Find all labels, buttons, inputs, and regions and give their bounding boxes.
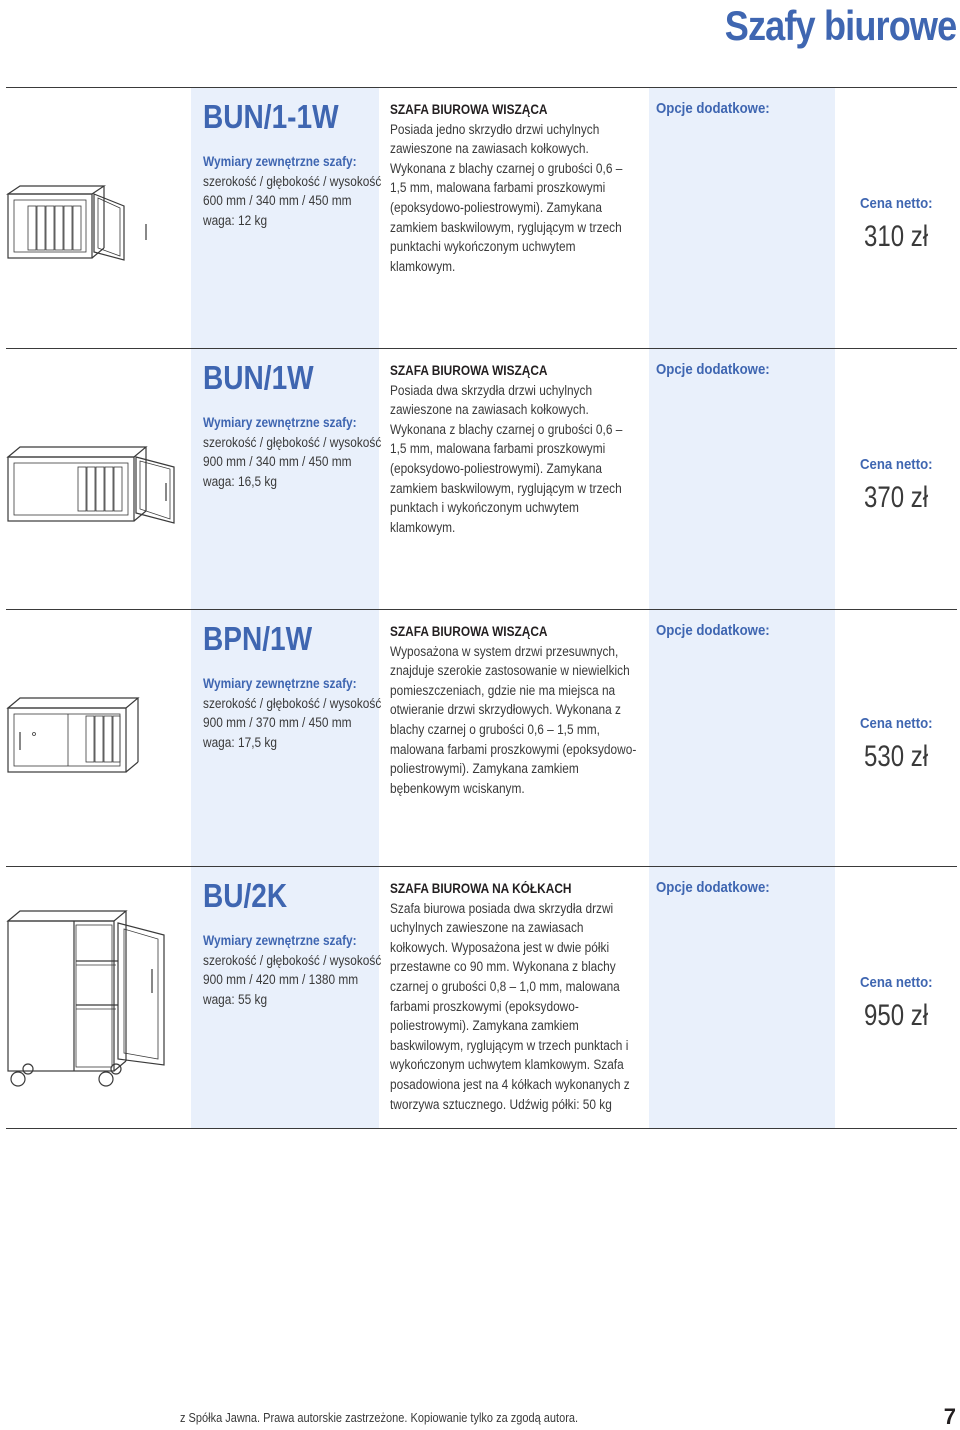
cabinet-illustration [6,443,184,527]
cabinet-illustration [6,909,174,1091]
description [390,361,640,537]
weight: waga: 55 kg [203,991,268,1007]
options-label: Opcje dodatkowe: [656,879,770,896]
description-title: SZAFA BIUROWA WISZĄCA [390,102,548,117]
dimensions-label: Wymiary zewnętrzne szafy: [203,676,357,691]
dimensions-block [203,674,383,752]
product-section [6,348,957,611]
price-label: Cena netto: [859,715,933,732]
weight: waga: 12 kg [203,212,268,228]
page-number: 7 [943,1404,956,1429]
dimensions-label: Wymiary zewnętrzne szafy: [203,154,357,169]
description [390,622,640,798]
price-label: Cena netto: [859,974,933,991]
options-label: Opcje dodatkowe: [656,100,770,117]
description-text: Posiada dwa skrzydła drzwi uchylnych zawieszone na zawiasach kołkowych. Wykonana z blachy czarnej o grubości 0,6 – 1,5 mm, malowana farbami proszkowymi (epoksydowo-poliestrowymi). Zamykana zamkiem baskwilowym, ryglującym w trzech punktach i wykończonym uchwytem klamkowym. [390,382,623,535]
dimensions-label: Wymiary zewnętrzne szafy: [203,933,357,948]
description-title: SZAFA BIUROWA NA KÓŁKACH [390,881,572,896]
dimensions-axes: szerokość / głębokość / wysokość [203,434,382,450]
description-text: Szafa biurowa posiada dwa skrzydła drzwi uchylnych zawieszone na zawiasach kołkowych. Wyposażona jest w dwie półki przestawne co 90 mm. Wykonana z blachy czarnej o grubości 0,8 – 1,0 mm, malowana farbami proszkowymi (epoksydowo-poliestrowymi). Zamykana zamkiem baskwilowym, ryglującym w trzech punktach i wykończonym uchwytem klamkowym. Szafa posadowiona jest na 4 kółkach wykonanych z tworzywa sztucznego. Udźwig półki: 50 kg [390,900,630,1112]
price: 370 zł [863,481,929,514]
dimensions-values: 900 mm / 340 mm / 450 mm [203,454,352,470]
description-text: Wyposażona w system drzwi przesuwnych, znajduje szerokie zastosowanie w niewielkich pomieszczeniach, gdzie nie ma miejsca na otwieranie drzwi skrzydłowych. Wykonana z blachy czarnej o grubości 0,6 – 1,5 mm, malowana farbami proszkowymi (epoksydowo-poliestrowymi). Zamykana zamkiem bębenkowym wciskanym. [390,643,637,796]
dimensions-label: Wymiary zewnętrzne szafy: [203,415,357,430]
weight: waga: 17,5 kg [203,734,277,750]
price: 530 zł [863,740,929,773]
price-label: Cena netto: [859,195,933,212]
dimensions-values: 900 mm / 420 mm / 1380 mm [203,972,359,988]
dimensions-axes: szerokość / głębokość / wysokość [203,173,382,189]
description-title: SZAFA BIUROWA WISZĄCA [390,363,548,378]
product-code: BU/2K [203,877,288,914]
dimensions-block [203,413,383,491]
options-label: Opcje dodatkowe: [656,361,770,378]
dimensions-axes: szerokość / głębokość / wysokość [203,952,382,968]
dimensions-axes: szerokość / głębokość / wysokość [203,695,382,711]
product-code: BPN/1W [203,620,313,657]
page-title: Szafy biurowe [724,2,956,49]
price-label: Cena netto: [859,456,933,473]
cabinet-illustration [6,694,146,780]
product-section [6,87,957,350]
copyright-note: z Spółka Jawna. Prawa autorskie zastrzeżone. Kopiowanie tylko za zgodą autora. [180,1411,579,1425]
description-title: SZAFA BIUROWA WISZĄCA [390,624,548,639]
product-code: BUN/1-1W [203,98,339,135]
description [390,879,640,1114]
weight: waga: 16,5 kg [203,473,277,489]
options-label: Opcje dodatkowe: [656,622,770,639]
dimensions-values: 900 mm / 370 mm / 450 mm [203,715,352,731]
description-text: Posiada jedno skrzydło drzwi uchylnych zawieszone na zawiasach kołkowych. Wykonana z blachy czarnej o grubości 0,6 – 1,5 mm, malowana farbami proszkowymi (epoksydowo-poliestrowymi). Zamykana zamkiem baskwilowym, ryglującym w trzech punktachi wykończonym uchwytem klamkowym. [390,121,623,274]
cabinet-illustration [6,184,156,264]
product-section [6,866,957,1129]
product-section [6,609,957,872]
description [390,100,640,276]
divider [6,1128,957,1129]
dimensions-values: 600 mm / 340 mm / 450 mm [203,193,352,209]
dimensions-block [203,152,383,230]
product-code: BUN/1W [203,359,314,396]
dimensions-block [203,931,383,1009]
price: 310 zł [863,220,929,253]
price: 950 zł [863,999,929,1032]
